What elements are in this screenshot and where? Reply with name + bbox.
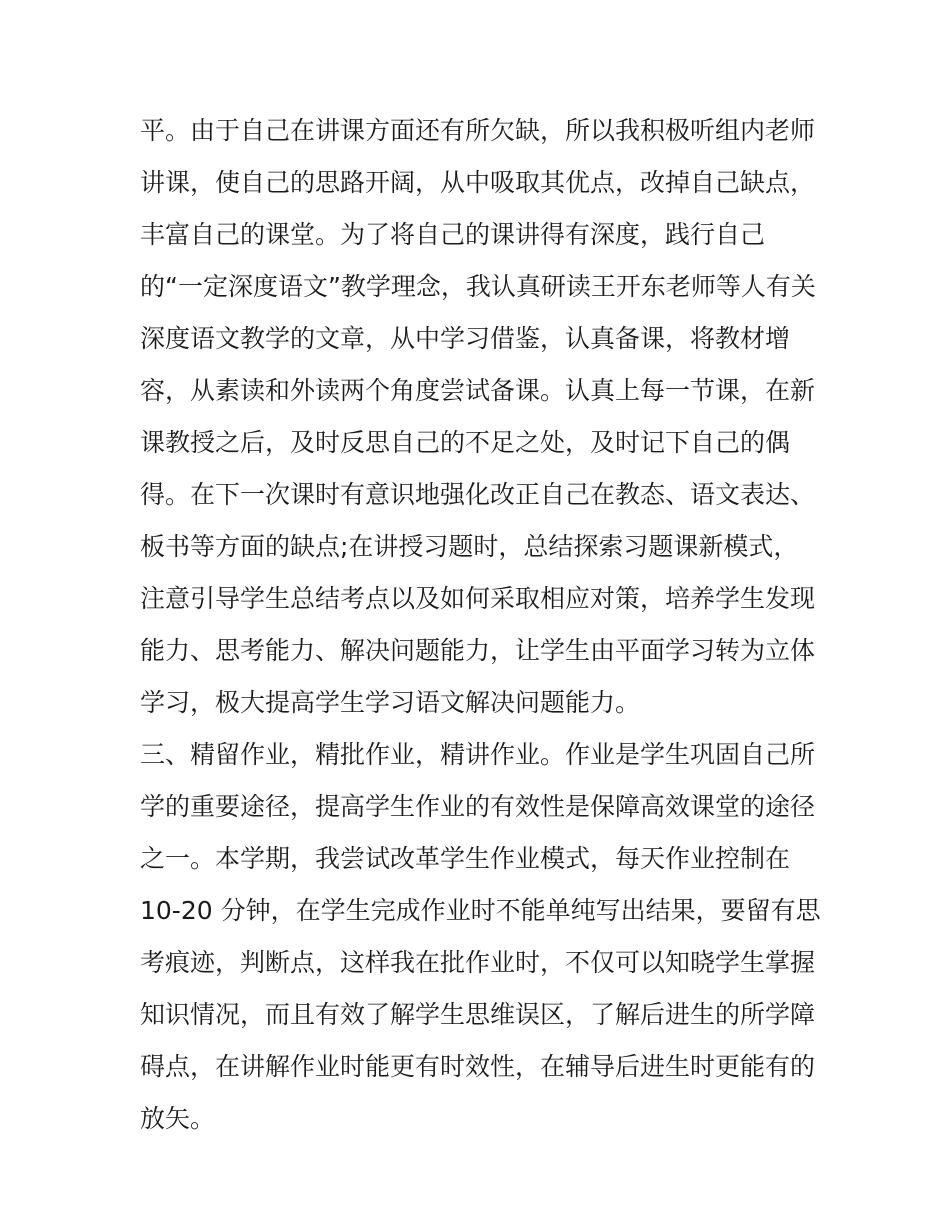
text-line: 丰富自己的课堂。为了将自己的课讲得有深度，践行自己	[140, 220, 766, 249]
section-heading-line: 三、精留作业，精批作业，精讲作业。作业是学生巩固自己所	[140, 740, 816, 769]
text-line: 深度语文教学的文章，从中学习借鉴，认真备课，将教材增	[140, 324, 791, 353]
body-text	[140, 105, 820, 1145]
text-line: 平。由于自己在讲课方面还有所欠缺，所以我积极听组内老师	[140, 116, 816, 145]
text-line: 学习，极大提高学生学习语文解决问题能力。	[140, 688, 641, 717]
text-line: 学的重要途径，提高学生作业的有效性是保障高效课堂的途径	[140, 792, 816, 821]
text-line: 放矢。	[140, 1104, 216, 1133]
text-line: 讲课，使自己的思路开阔，从中吸取其优点，改掉自己缺点，	[140, 168, 816, 197]
text-line: 板书等方面的缺点;在讲授习题时，总结探索习题课新模式，	[140, 532, 799, 561]
text-line: 的“一定深度语文”教学理念，我认真研读王开东老师等人有关	[140, 272, 816, 301]
text-line: 碍点，在讲解作业时能更有时效性，在辅导后进生时更能有的	[140, 1052, 816, 1081]
text-line: 之一。本学期，我尝试改革学生作业模式，每天作业控制在	[140, 844, 791, 873]
text-line: 得。在下一次课时有意识地强化改正自己在教态、语文表达、	[140, 480, 816, 509]
text-line: 能力、思考能力、解决问题能力，让学生由平面学习转为立体	[140, 636, 816, 665]
text-line: 知识情况，而且有效了解学生思维误区，了解后进生的所学障	[140, 1000, 816, 1029]
text-line: 注意引导学生总结考点以及如何采取相应对策，培养学生发现	[140, 584, 816, 613]
text-line: 考痕迹，判断点，这样我在批作业时，不仅可以知晓学生掌握	[140, 948, 816, 977]
text-line: 容，从素读和外读两个角度尝试备课。认真上每一节课，在新	[140, 376, 816, 405]
text-line: 课教授之后，及时反思自己的不足之处，及时记下自己的偶	[140, 428, 791, 457]
text-line: 10-20 分钟，在学生完成作业时不能单纯写出结果，要留有思	[140, 896, 821, 925]
